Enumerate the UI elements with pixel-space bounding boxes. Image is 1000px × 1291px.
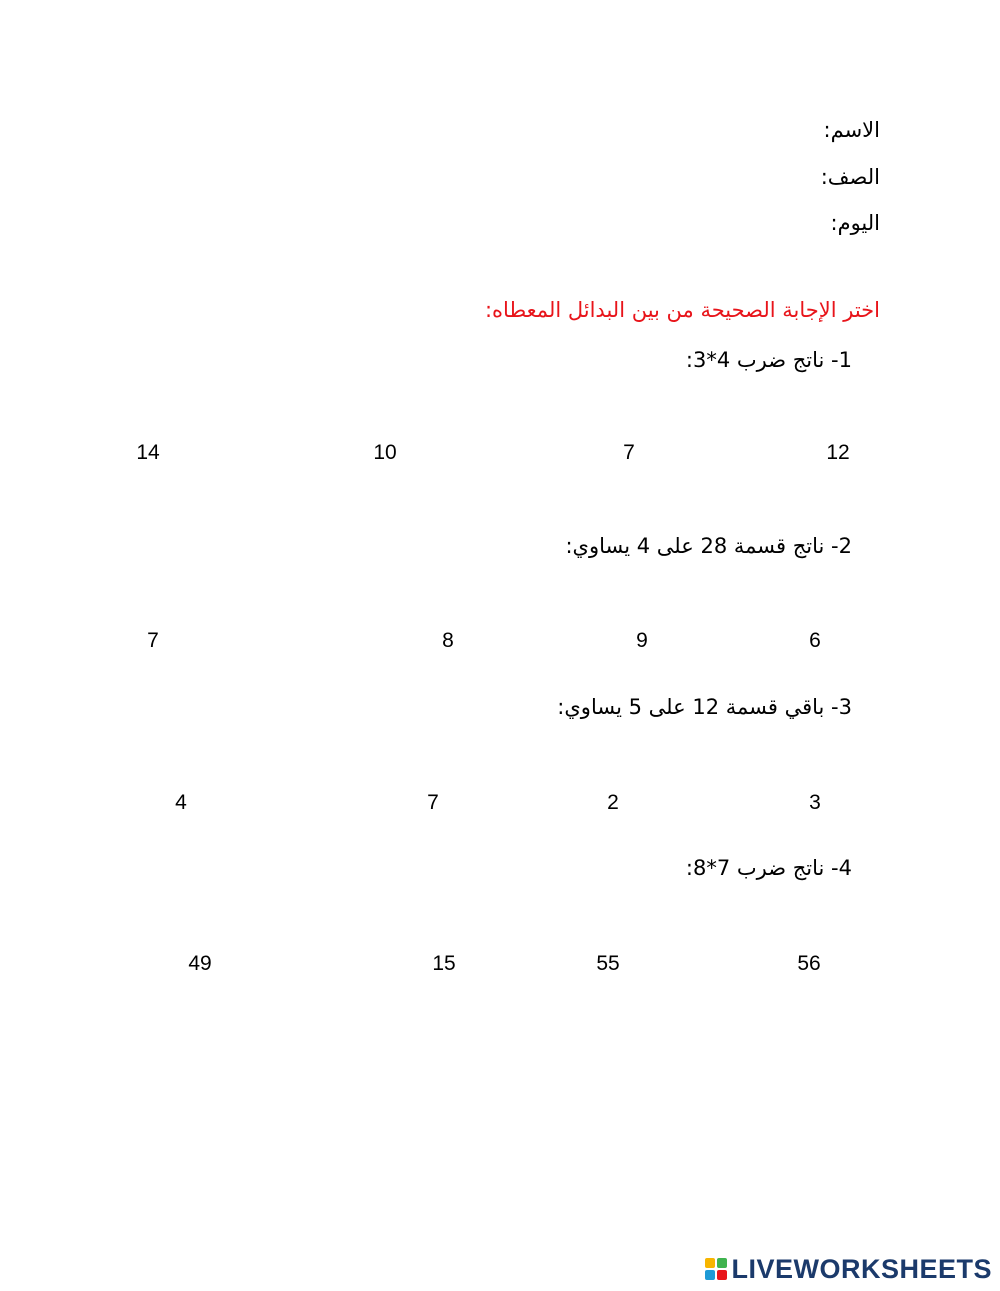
question-3-text: 3- باقي قسمة 12 على 5 يساوي: xyxy=(557,695,852,719)
question-1-option-3[interactable]: 10 xyxy=(373,441,397,464)
question-2-option-2[interactable]: 9 xyxy=(636,629,648,652)
question-2-option-1[interactable]: 6 xyxy=(809,629,821,652)
day-label: اليوم: xyxy=(830,211,880,235)
question-3-option-1[interactable]: 3 xyxy=(809,791,821,814)
question-3-option-3[interactable]: 7 xyxy=(427,791,439,814)
question-2-option-3[interactable]: 8 xyxy=(442,629,454,652)
liveworksheets-logo xyxy=(705,1252,992,1286)
brand-name: LIVEWORKSHEETS xyxy=(731,1253,992,1284)
name-label: الاسم: xyxy=(823,118,880,142)
question-1-option-2[interactable]: 7 xyxy=(623,441,635,464)
question-1-option-4[interactable]: 14 xyxy=(136,441,160,464)
instruction-text: اختر الإجابة الصحيحة من بين البدائل المعطاه: xyxy=(484,298,880,322)
question-3-option-4[interactable]: 4 xyxy=(175,791,187,814)
liveworksheets-logo-icon xyxy=(705,1258,727,1280)
question-4-option-1[interactable]: 56 xyxy=(797,952,821,975)
question-4-option-4[interactable]: 49 xyxy=(188,952,212,975)
question-2-option-4[interactable]: 7 xyxy=(147,629,159,652)
question-3-option-2[interactable]: 2 xyxy=(607,791,619,814)
question-2-text: 2- ناتج قسمة 28 على 4 يساوي: xyxy=(565,534,852,558)
class-label: الصف: xyxy=(820,165,880,189)
question-1-option-1[interactable]: 12 xyxy=(826,441,850,464)
question-4-option-3[interactable]: 15 xyxy=(432,952,456,975)
question-4-text: 4- ناتج ضرب 7*8: xyxy=(685,856,852,880)
question-4-option-2[interactable]: 55 xyxy=(596,952,620,975)
question-1-text: 1- ناتج ضرب 4*3: xyxy=(685,348,852,372)
